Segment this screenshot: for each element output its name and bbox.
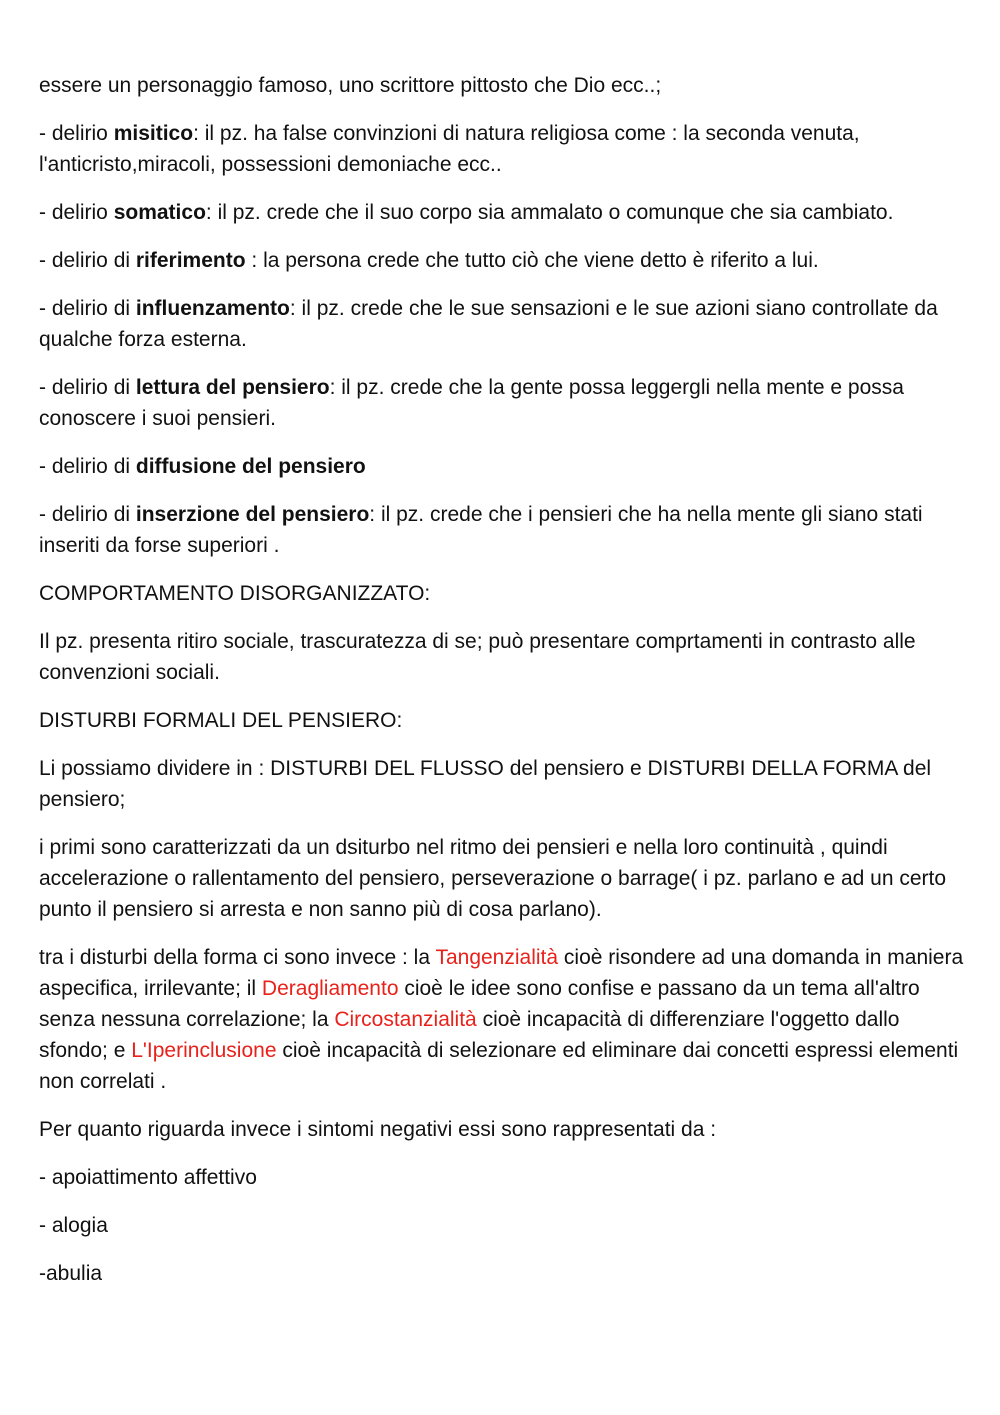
term-diffusione-del-pensiero: diffusione del pensiero [135,455,366,478]
description: : il pz. ha false convinzioni di natura religiosa come : la seconda venuta, l'anticristo,miracoli, possessioni demoniache ecc.. [39,122,860,176]
heading-comportamento: COMPORTAMENTO DISORGANIZZATO: [39,582,431,605]
term-lettura-del-pensiero: lettura del pensiero [135,376,330,399]
heading-disturbi-formali: DISTURBI FORMALI DEL PENSIERO: [39,709,403,732]
paragraph-delirio-diffusione [39,451,969,482]
description: : il pz. crede che le sue sensazioni e le sue azioni siano controllate da qualche forza esterna. [39,297,938,351]
paragraph-dividere: Li possiamo dividere in : DISTURBI DEL FLUSSO del pensiero e DISTURBI DELLA FORMA del pensiero; [39,757,932,811]
term-circostanzialita: Circostanzialità [334,1008,477,1031]
list-item: -abulia [39,1262,103,1285]
term-riferimento: riferimento [135,249,246,272]
term-iperinclusione: L'Iperinclusione [131,1039,277,1062]
text: cioè incapacità di selezionare ed eliminare dai concetti espressi elementi non correlati . [39,1039,959,1093]
description: : il pz. crede che la gente possa leggergli nella mente e possa conoscere i suoi pensieri. [39,376,904,430]
term-inserzione-del-pensiero: inserzione del pensiero [135,503,370,526]
prefix: - delirio di [39,249,136,272]
paragraph-delirio-lettura [39,372,969,434]
prefix: - delirio di [39,503,136,526]
document-page [39,70,969,1306]
term-somatico: somatico [113,201,206,224]
paragraph-disturbi-forma [39,942,969,1097]
prefix: - delirio [39,122,114,145]
description: : il pz. crede che i pensieri che ha nella mente gli siano stati inseriti da forse superiori . [39,503,923,557]
paragraph-delirio-influenzamento [39,293,969,355]
paragraph-delirio-riferimento [39,245,969,276]
term-misitico: misitico [113,122,194,145]
description: : la persona crede che tutto ciò che viene detto è riferito a lui. [245,249,819,272]
paragraph-comportamento: Il pz. presenta ritiro sociale, trascuratezza di se; può presentare comprtamenti in contrasto alle convenzioni sociali. [39,630,916,684]
term-influenzamento: influenzamento [135,297,290,320]
list-item: - alogia [39,1214,108,1237]
paragraph-intro: essere un personaggio famoso, uno scrittore pittosto che Dio ecc..; [39,74,662,97]
text: cioè risondere ad una domanda in maniera aspecifica, irrilevante; il [39,946,964,1000]
description: : il pz. crede che il suo corpo sia ammalato o comunque che sia cambiato. [205,201,894,224]
paragraph-delirio-somatico [39,197,969,228]
prefix: - delirio di [39,455,136,478]
paragraph-delirio-inserzione [39,499,969,561]
list-item: - apoiattimento affettivo [39,1166,257,1189]
text: cioè incapacità di differenziare l'oggetto dallo sfondo; e [39,1008,900,1062]
prefix: - delirio di [39,297,136,320]
text: cioè le idee sono confise e passano da un tema all'altro senza nessuna correlazione; la [39,977,920,1031]
paragraph-disturbi-flusso: i primi sono caratterizzati da un dsiturbo nel ritmo dei pensieri e nella loro continuità , quindi accelerazione o rallentamento del pensiero, perseverazione o barrage( i pz. parlano e ad un certo punto il pensiero si arresta e non sanno più di cosa parlano). [39,836,947,921]
paragraph-delirio-misitico [39,118,969,180]
term-deragliamento: Deragliamento [261,977,399,1000]
text: tra i disturbi della forma ci sono invece : la [39,946,436,969]
prefix: - delirio di [39,376,136,399]
paragraph-sintomi-negativi: Per quanto riguarda invece i sintomi negativi essi sono rappresentati da : [39,1118,717,1141]
term-tangenzialita: Tangenzialità [435,946,559,969]
prefix: - delirio [39,201,114,224]
